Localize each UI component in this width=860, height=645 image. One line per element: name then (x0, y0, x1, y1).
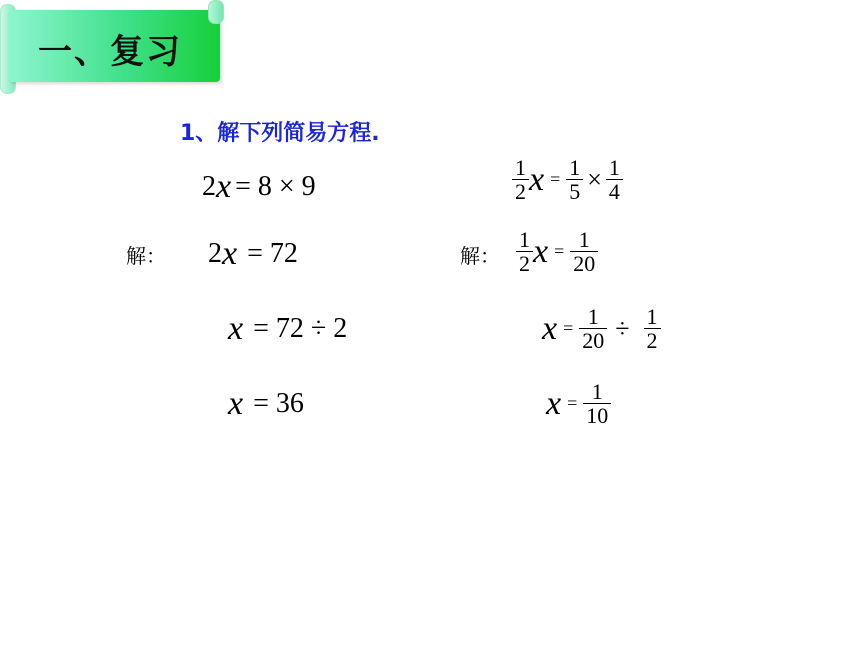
right-eq-frac3-den: 4 (606, 179, 623, 203)
page-title: 一、复习 (38, 32, 182, 72)
right-step2-frac1 (579, 305, 607, 352)
right-step2 (542, 305, 661, 352)
left-solve-label: 解： (126, 244, 166, 268)
left-step3-rest: = 36 (253, 388, 304, 419)
right-step3-frac1-num: 1 (591, 379, 603, 404)
left-step1-rest: = 72 (247, 238, 298, 269)
right-step1-frac2-den: 20 (570, 251, 598, 275)
right-step2-frac1-den: 20 (579, 328, 607, 352)
right-eq-equals: = (550, 169, 561, 190)
right-step1-frac1-den: 2 (516, 251, 533, 275)
right-step2-frac2-den: 2 (644, 328, 661, 352)
right-step2-equals: = (563, 318, 574, 339)
left-step3-var: x (228, 385, 244, 422)
right-step2-frac2-num: 1 (646, 304, 658, 329)
right-eq-frac3-num: 1 (608, 155, 620, 180)
right-eq-frac2 (566, 156, 583, 203)
left-eq-rest: = 8 × 9 (235, 171, 316, 202)
right-step3-frac1 (583, 380, 611, 427)
right-step1-frac2 (570, 228, 598, 275)
left-equation (202, 168, 316, 206)
right-step3-equals: = (567, 393, 578, 414)
left-eq-var: x (216, 168, 232, 205)
right-step1-frac1 (516, 228, 533, 275)
right-eq-frac1-num: 1 (515, 155, 526, 180)
left-step1 (208, 235, 298, 273)
left-eq-coef: 2 (202, 171, 216, 202)
question-title: 1、解下列简易方程. (180, 121, 380, 146)
banner-scroll-right (208, 0, 224, 24)
right-step2-var: x (542, 309, 558, 347)
left-step1-var: x (222, 235, 238, 272)
title-banner (8, 10, 220, 82)
right-step1-frac2-num: 1 (578, 227, 590, 252)
left-step2 (228, 310, 347, 348)
right-eq-frac1-den: 2 (512, 179, 529, 203)
right-eq-var: x (529, 160, 545, 198)
left-step3 (228, 385, 304, 423)
right-eq-frac2-num: 1 (569, 155, 581, 180)
right-eq-frac2-den: 5 (566, 179, 583, 203)
right-step2-frac2 (644, 305, 661, 352)
right-step2-divide: ÷ (615, 313, 630, 343)
right-step1 (516, 228, 598, 275)
right-equation (512, 156, 623, 203)
right-step3-var: x (546, 384, 562, 422)
right-step3 (546, 380, 611, 427)
right-step1-frac1-num: 1 (519, 227, 530, 252)
right-eq-times: × (587, 164, 602, 194)
left-step2-var: x (228, 310, 244, 347)
right-step3-frac1-den: 10 (583, 403, 611, 427)
right-eq-frac1 (512, 156, 529, 203)
right-step2-frac1-num: 1 (587, 304, 599, 329)
right-solve-label: 解： (460, 244, 500, 268)
right-step1-equals: = (554, 241, 565, 262)
left-step1-coef: 2 (208, 238, 222, 269)
right-eq-frac3 (606, 156, 623, 203)
right-step1-var: x (533, 232, 549, 270)
left-step2-rest: = 72 ÷ 2 (253, 313, 348, 344)
